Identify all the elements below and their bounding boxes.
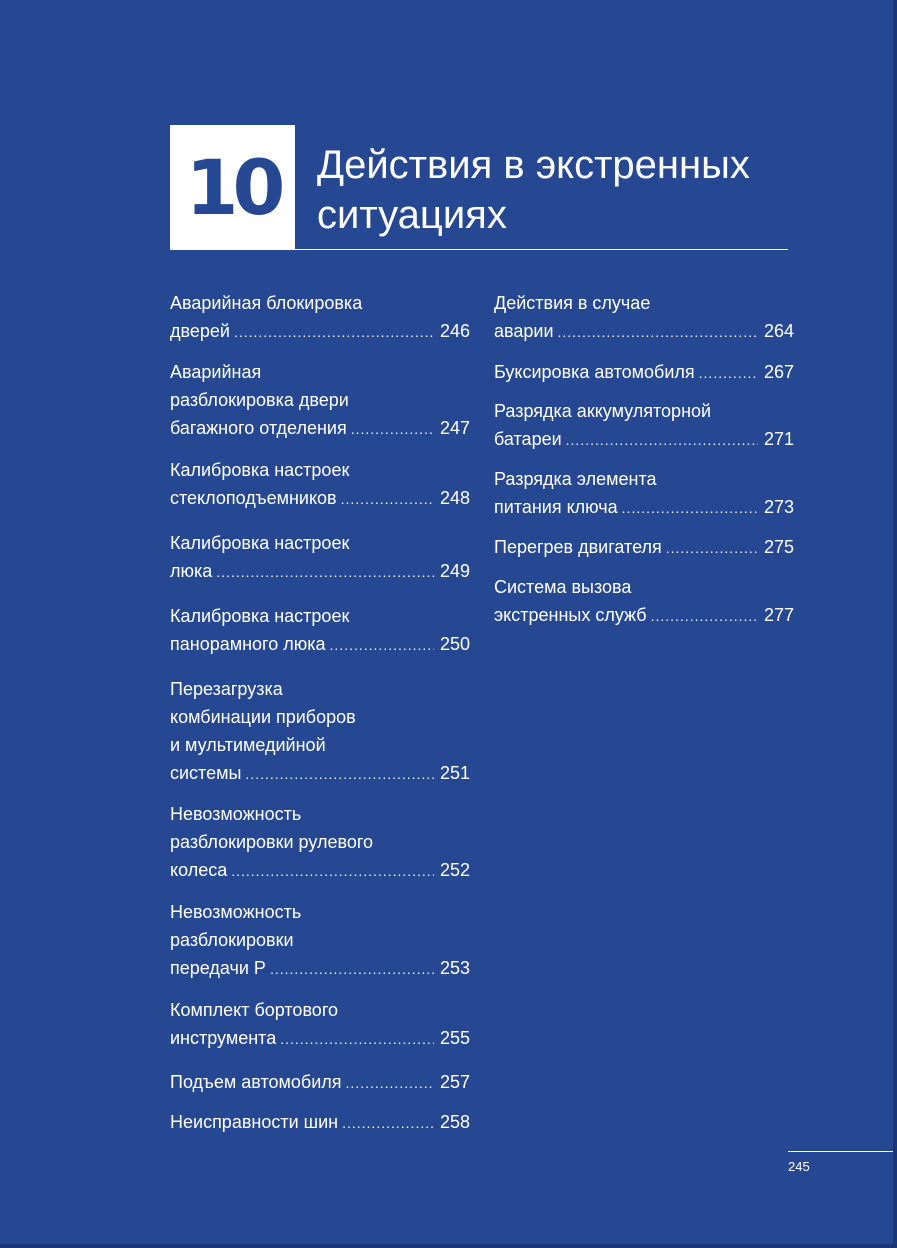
chapter-number-box — [170, 125, 295, 249]
toc-page-number: 248 — [439, 488, 470, 508]
toc-entry-title-line: Аварийная — [170, 362, 262, 382]
toc-entry-last-line — [170, 1108, 470, 1137]
toc-page-number: 267 — [763, 362, 794, 382]
toc-page-number: 247 — [439, 418, 470, 438]
toc-entry-title-line: питания ключа — [494, 497, 618, 517]
toc-entry-title-line: дверей — [170, 321, 230, 341]
toc-entry-last-line — [494, 425, 794, 454]
toc-entry-last-line — [170, 414, 470, 443]
toc-entry[interactable] — [170, 358, 470, 443]
toc-entry[interactable] — [170, 675, 470, 788]
toc-entry-title-line: Разрядка элемента — [494, 469, 657, 489]
toc-page-number: 249 — [439, 561, 470, 581]
toc-page-number: 253 — [439, 958, 470, 978]
toc-page-number: 251 — [439, 763, 470, 783]
toc-entry[interactable] — [494, 465, 794, 522]
toc-entry-title-line: Буксировка автомобиля — [494, 362, 695, 382]
toc-entry-last-line — [170, 856, 470, 885]
chapter-title — [317, 140, 787, 240]
toc-entry[interactable] — [170, 602, 470, 659]
title-divider — [170, 249, 788, 250]
toc-entry-title-line: и мультимедийной — [170, 735, 326, 755]
toc-entry[interactable] — [170, 898, 470, 983]
dot-leader — [699, 359, 758, 387]
toc-entry[interactable] — [170, 800, 470, 885]
toc-entry[interactable] — [170, 289, 470, 346]
toc-entry[interactable] — [494, 358, 794, 387]
toc-entry-last-line — [494, 493, 794, 522]
toc-page-number: 277 — [763, 605, 794, 625]
toc-entry-title-line: панорамного люка — [170, 634, 326, 654]
toc-entry-title-line: люка — [170, 561, 213, 581]
toc-entry-title-line: Действия в случае — [494, 293, 651, 313]
toc-entry[interactable] — [494, 289, 794, 346]
toc-entry-last-line — [170, 557, 470, 586]
toc-page-number: 257 — [439, 1072, 470, 1092]
dot-leader — [234, 318, 434, 346]
toc-entry-title-line: Невозможность — [170, 804, 302, 824]
toc-entry[interactable] — [494, 397, 794, 454]
toc-page-number: 250 — [439, 634, 470, 654]
page-edge-right — [893, 0, 897, 1248]
toc-entry-title-line: инструмента — [170, 1028, 277, 1048]
toc-entry[interactable] — [494, 573, 794, 630]
toc-entry-title-line: передачи P — [170, 958, 266, 978]
toc-entry-last-line — [494, 358, 794, 387]
toc-entry-last-line — [170, 317, 470, 346]
dot-leader — [245, 760, 434, 788]
toc-page-number: 264 — [763, 321, 794, 341]
dot-leader — [231, 857, 434, 885]
chapter-number: 10 — [185, 142, 280, 232]
dot-leader — [622, 494, 758, 522]
dot-leader — [666, 534, 758, 562]
dot-leader — [558, 318, 758, 346]
dot-leader — [342, 1109, 434, 1137]
toc-entry-title-line: аварии — [494, 321, 554, 341]
toc-entry-title-line: разблокировки рулевого — [170, 832, 374, 852]
toc-entry-last-line — [494, 601, 794, 630]
toc-entry[interactable] — [170, 1108, 470, 1137]
toc-entry-title-line: Калибровка настроек — [170, 533, 350, 553]
toc-page-number: 258 — [439, 1112, 470, 1132]
toc-entry-last-line — [170, 954, 470, 983]
toc-entry-title-line: разблокировка двери — [170, 390, 349, 410]
toc-entry-title-line: стеклоподъемников — [170, 488, 337, 508]
footer-divider — [788, 1151, 893, 1152]
dot-leader — [341, 485, 434, 513]
toc-entry-title-line: Комплект бортового — [170, 1000, 338, 1020]
toc-entry[interactable] — [170, 529, 470, 586]
toc-entry-title-line: системы — [170, 763, 242, 783]
toc-page-number: 271 — [763, 429, 794, 449]
toc-entry-title-line: Перегрев двигателя — [494, 537, 662, 557]
dot-leader — [566, 426, 758, 454]
dot-leader — [351, 415, 434, 443]
toc-entry-title-line: Невозможность — [170, 902, 302, 922]
toc-entry-title-line: экстренных служб — [494, 605, 647, 625]
toc-entry-last-line — [170, 1024, 470, 1053]
toc-entry-title-line: Подъем автомобиля — [170, 1072, 342, 1092]
dot-leader — [216, 558, 434, 586]
toc-entry-last-line — [170, 759, 470, 788]
dot-leader — [346, 1069, 434, 1097]
toc-entry-title-line: комбинации приборов — [170, 707, 356, 727]
chapter-title-line-1: Действия в экстренных — [317, 143, 750, 187]
chapter-title-line-2: ситуациях — [317, 193, 507, 237]
toc-entry[interactable] — [494, 533, 794, 562]
toc-entry[interactable] — [170, 1068, 470, 1097]
toc-page-number: 275 — [763, 537, 794, 557]
toc-entry-title-line: Калибровка настроек — [170, 460, 350, 480]
toc-page-number: 252 — [439, 860, 470, 880]
toc-entry[interactable] — [170, 456, 470, 513]
dot-leader — [270, 955, 434, 983]
toc-entry-title-line: Неисправности шин — [170, 1112, 339, 1132]
toc-entry-last-line — [170, 630, 470, 659]
toc-entry-title-line: багажного отделения — [170, 418, 347, 438]
toc-entry-last-line — [170, 1068, 470, 1097]
toc-entry-last-line — [494, 533, 794, 562]
page-edge-bottom — [0, 1244, 897, 1248]
toc-page-number: 255 — [439, 1028, 470, 1048]
toc-entry-title-line: Калибровка настроек — [170, 606, 350, 626]
dot-leader — [330, 631, 434, 659]
toc-entry-title-line: батареи — [494, 429, 562, 449]
page-number: 245 — [788, 1159, 810, 1174]
toc-page-number: 246 — [439, 321, 470, 341]
toc-entry-title-line: разблокировки — [170, 930, 294, 950]
dot-leader — [651, 602, 758, 630]
toc-entry-last-line — [494, 317, 794, 346]
toc-entry-title-line: Система вызова — [494, 577, 632, 597]
toc-entry-title-line: Аварийная блокировка — [170, 293, 363, 313]
toc-entry-title-line: Разрядка аккумуляторной — [494, 401, 712, 421]
toc-page-number: 273 — [763, 497, 794, 517]
toc-entry-title-line: колеса — [170, 860, 228, 880]
dot-leader — [280, 1025, 434, 1053]
toc-entry-last-line — [170, 484, 470, 513]
toc-entry[interactable] — [170, 996, 470, 1053]
toc-entry-title-line: Перезагрузка — [170, 679, 283, 699]
